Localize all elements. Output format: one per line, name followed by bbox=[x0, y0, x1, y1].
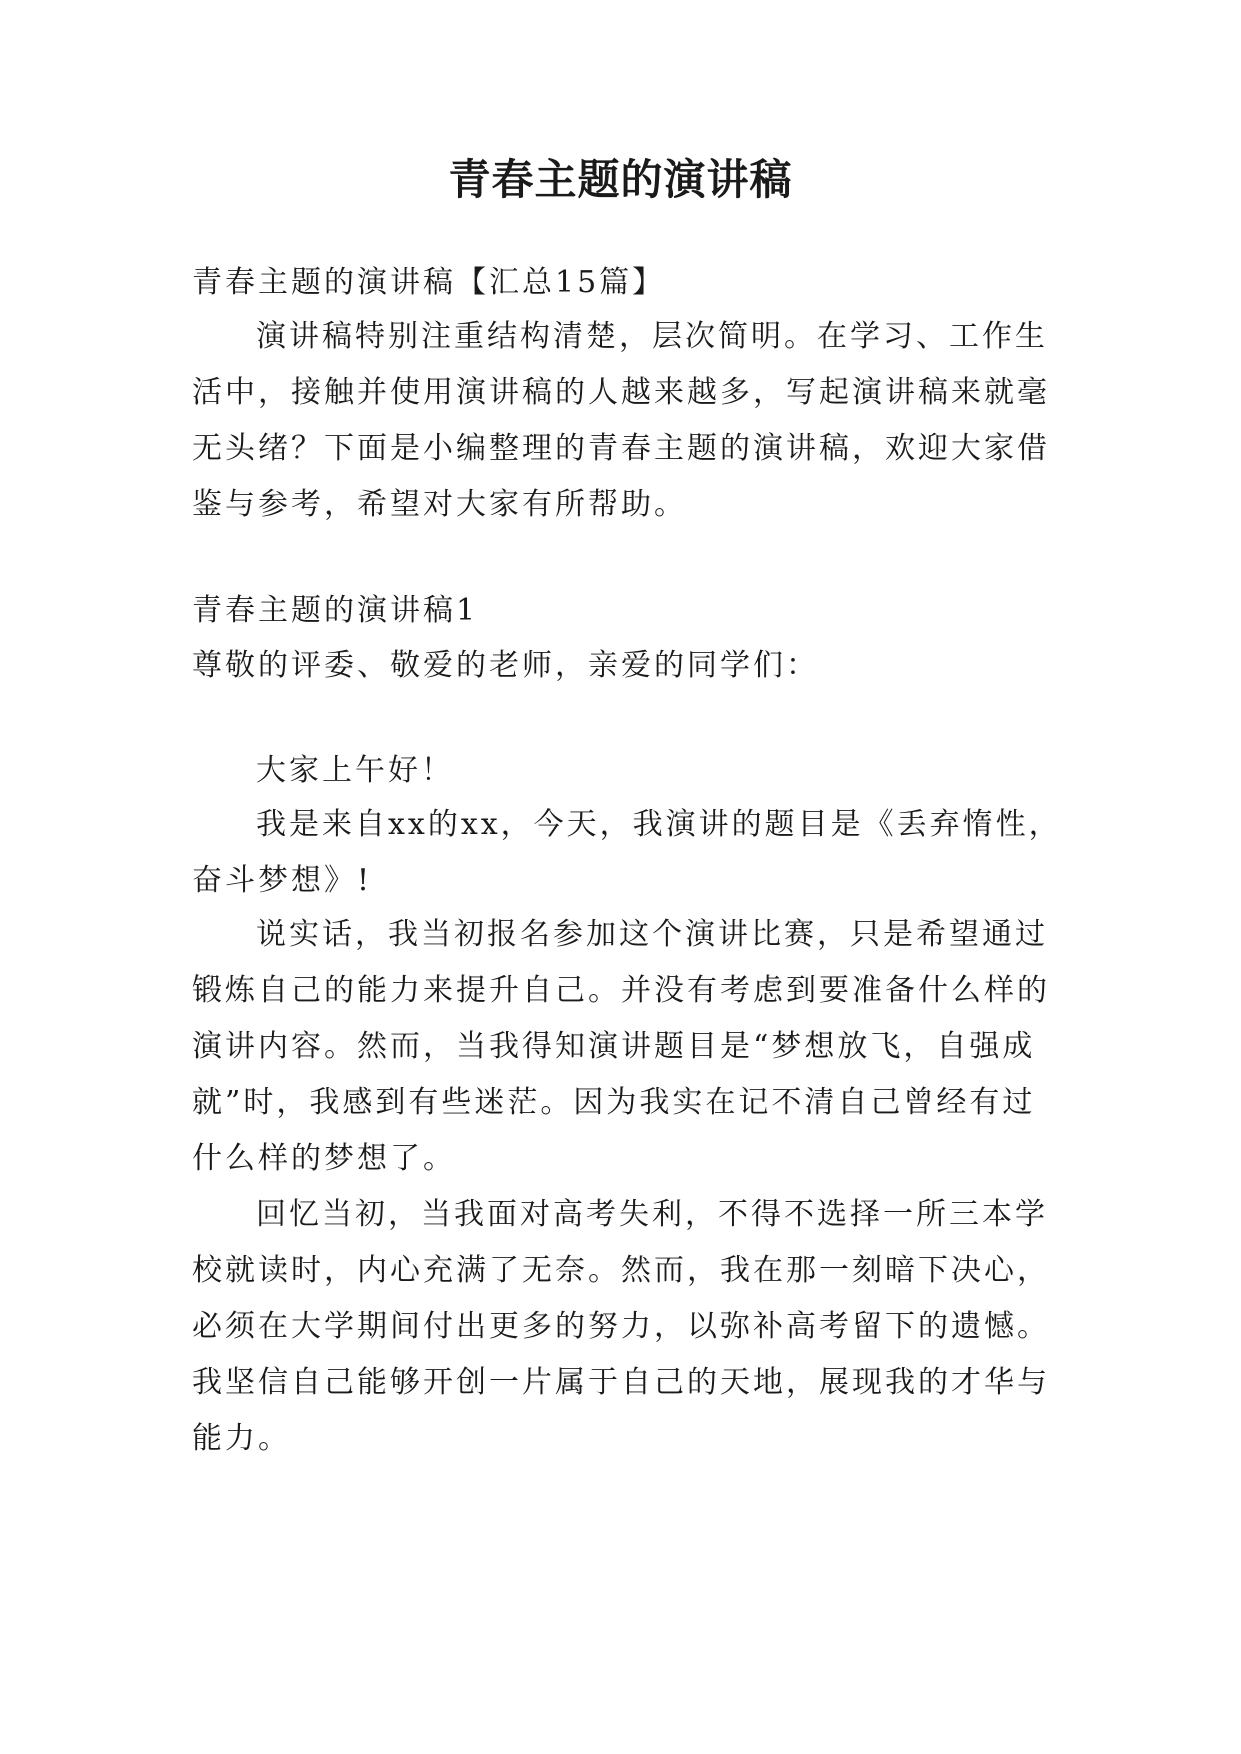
paragraph-line: 什么样的梦想了。 bbox=[192, 1141, 456, 1176]
paragraph-line: 说实话，我当初报名参加这个演讲比赛，只是希望通过 bbox=[256, 917, 1048, 952]
document-title: 青春主题的演讲稿 bbox=[448, 155, 793, 204]
paragraph-line: 锻炼自己的能力来提升自己。并没有考虑到要准备什么样的 bbox=[192, 973, 1050, 1008]
intro-line: 无头绪？下面是小编整理的青春主题的演讲稿，欢迎大家借 bbox=[192, 431, 1050, 466]
paragraph-line: 回忆当初，当我面对高考失利，不得不选择一所三本学 bbox=[256, 1197, 1048, 1232]
intro-line: 演讲稿特别注重结构清楚，层次简明。在学习、工作生 bbox=[256, 319, 1048, 354]
paragraph-line: 就”时，我感到有些迷茫。因为我实在记不清自己曾经有过 bbox=[192, 1085, 1036, 1120]
intro-line: 鉴与参考，希望对大家有所帮助。 bbox=[192, 487, 687, 522]
greeting-line: 大家上午好！ bbox=[256, 753, 454, 788]
paragraph-line: 校就读时，内心充满了无奈。然而，我在那一刻暗下决心， bbox=[192, 1253, 1050, 1288]
intro-line: 活中，接触并使用演讲稿的人越来越多，写起演讲稿来就毫 bbox=[192, 375, 1050, 410]
salutation-line: 尊敬的评委、敬爱的老师，亲爱的同学们： bbox=[192, 648, 819, 683]
paragraph-line: 我是来自xx的xx，今天，我演讲的题目是《丢弃惰性， bbox=[256, 807, 1062, 842]
section-heading: 青春主题的演讲稿1 bbox=[192, 593, 479, 628]
subtitle-line: 青春主题的演讲稿【汇总15篇】 bbox=[192, 265, 666, 300]
paragraph-line: 我坚信自己能够开创一片属于自己的天地，展现我的才华与 bbox=[192, 1365, 1050, 1400]
paragraph-line: 必须在大学期间付出更多的努力，以弥补高考留下的遗憾。 bbox=[192, 1309, 1050, 1344]
paragraph-line: 演讲内容。然而，当我得知演讲题目是“梦想放飞，自强成 bbox=[192, 1029, 1036, 1064]
paragraph-line: 能力。 bbox=[192, 1421, 291, 1456]
paragraph-line: 奋斗梦想》! bbox=[192, 863, 373, 898]
